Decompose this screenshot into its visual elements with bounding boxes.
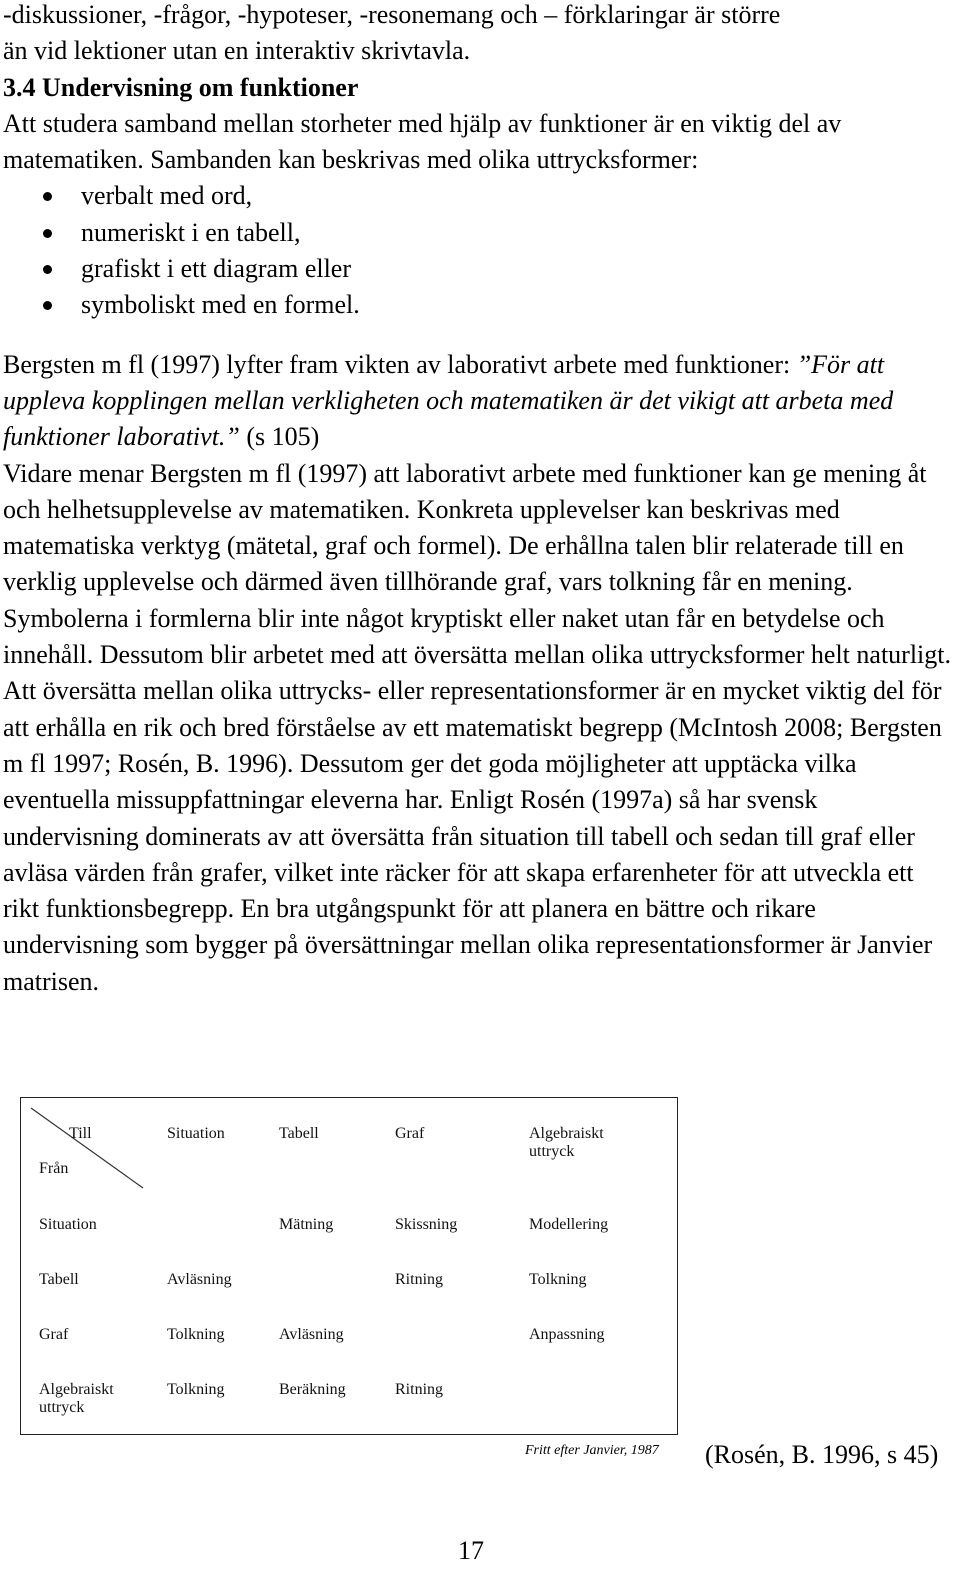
matrix-cell: Ritning [395,1271,444,1288]
matrix-cell: Skissning [395,1216,458,1233]
column-header: Tabell [279,1125,319,1142]
matrix-cell: Anpassning [529,1326,605,1343]
row-header: Tabell [39,1271,79,1288]
list-item: grafiskt i ett diagram eller [3,251,955,287]
bullet-icon [43,229,52,238]
paragraph-3: Vidare menar Bergsten m fl (1997) att laborativt arbete med funktioner kan ge mening åt och helhetsupplevelse av matematiken. Konkreta upplevelser kan beskrivas med matematiska verktyg (mätetal, graf och formel). De erhållna talen blir relaterade till en verklig upplevelse och därmed även tillhörande graf, vars tolkning får en mening. Symbolerna i formlerna blir inte något kryptiskt eller naket utan får en betydelse och innehåll. Dessutom blir arbetet med att översätta mellan olika uttrycksformer helt naturligt. Att översätta mellan olika uttrycks- eller representationsformer är en mycket viktig del för att erhålla en rik och bred förståelse av ett matematiskt begrepp (McIntosh 2008; Bergsten m fl 1997; Rosén, B. 1996). Dessutom ger det goda möjligheter att upptäcka vilka eventuella missuppfattningar eleverna har. Enligt Rosén (1997a) så har svensk undervisning dominerats av att översätta från situation till tabell och sedan till graf eller avläsa värden från grafer, vilket inte räcker för att skapa erfarenheter för att utveckla ett rikt funktionsbegrepp. En bra utgångspunkt för att planera en bättre och rikare undervisning som bygger på översättningar mellan olika representationsformer är Janvier matrisen. [3,458,951,996]
intro-line-2: än vid lektioner utan en interaktiv skrivtavla. [3,36,471,66]
matrix-cell: Mätning [279,1216,334,1233]
matrix-cell: Beräkning [279,1381,346,1398]
matrix-caption: Fritt efter Janvier, 1987 [525,1443,659,1458]
quote-reference: (s 105) [239,422,320,452]
matrix-cell: Avläsning [167,1271,232,1288]
paragraph-2: Bergsten m fl (1997) lyfter fram vikten av laborativt arbete med funktioner: ”För att uppleva kopplingen mellan verkligheten och matematiken är det vikigt att arbeta med funktioner laborativt.” (s 105) [3,349,894,452]
list-item: symboliskt med en formel. [3,287,955,323]
matrix-cell: Tolkning [167,1326,225,1343]
paragraph-1: Att studera samband mellan storheter med hjälp av funktioner är en viktig del av matematiken. Sambanden kan beskrivas med olika uttrycksformer: [3,108,842,175]
column-header: Graf [395,1125,425,1142]
intro-line-1: -diskussioner, -frågor, -hypoteser, -resonemang och – förklaringar är större [3,0,781,29]
matrix-cell: Tolkning [529,1271,587,1288]
row-header: Situation [39,1216,97,1233]
column-header: Algebraiskt uttryck [529,1125,604,1160]
source-citation: (Rosén, B. 1996, s 45) [705,1440,939,1469]
row-header: Algebraiskt uttryck [39,1381,114,1416]
matrix-cell: Ritning [395,1381,444,1398]
corner-from-label: Från [39,1160,69,1177]
matrix-cell: Modellering [529,1216,609,1233]
section-heading: 3.4 Undervisning om funktioner [3,72,359,102]
bullet-icon [43,265,52,274]
matrix-cell: Tolkning [167,1381,225,1398]
column-header: Situation [167,1125,225,1142]
page-number: 17 [458,1536,484,1565]
quote: ”För att uppleva kopplingen mellan verkligheten och matematiken är det vikigt att arbeta med funktioner laborativt.” [3,349,894,452]
janvier-matrix [20,1097,678,1435]
list-item: verbalt med ord, [3,178,955,214]
bullet-icon [43,301,52,310]
corner-to-label: Till [69,1125,92,1142]
bullet-icon [43,192,52,201]
body-text [3,0,955,1000]
matrix-cell: Avläsning [279,1326,344,1343]
list-item: numeriskt i en tabell, [3,215,955,251]
bullet-list [3,178,955,323]
row-header: Graf [39,1326,69,1343]
